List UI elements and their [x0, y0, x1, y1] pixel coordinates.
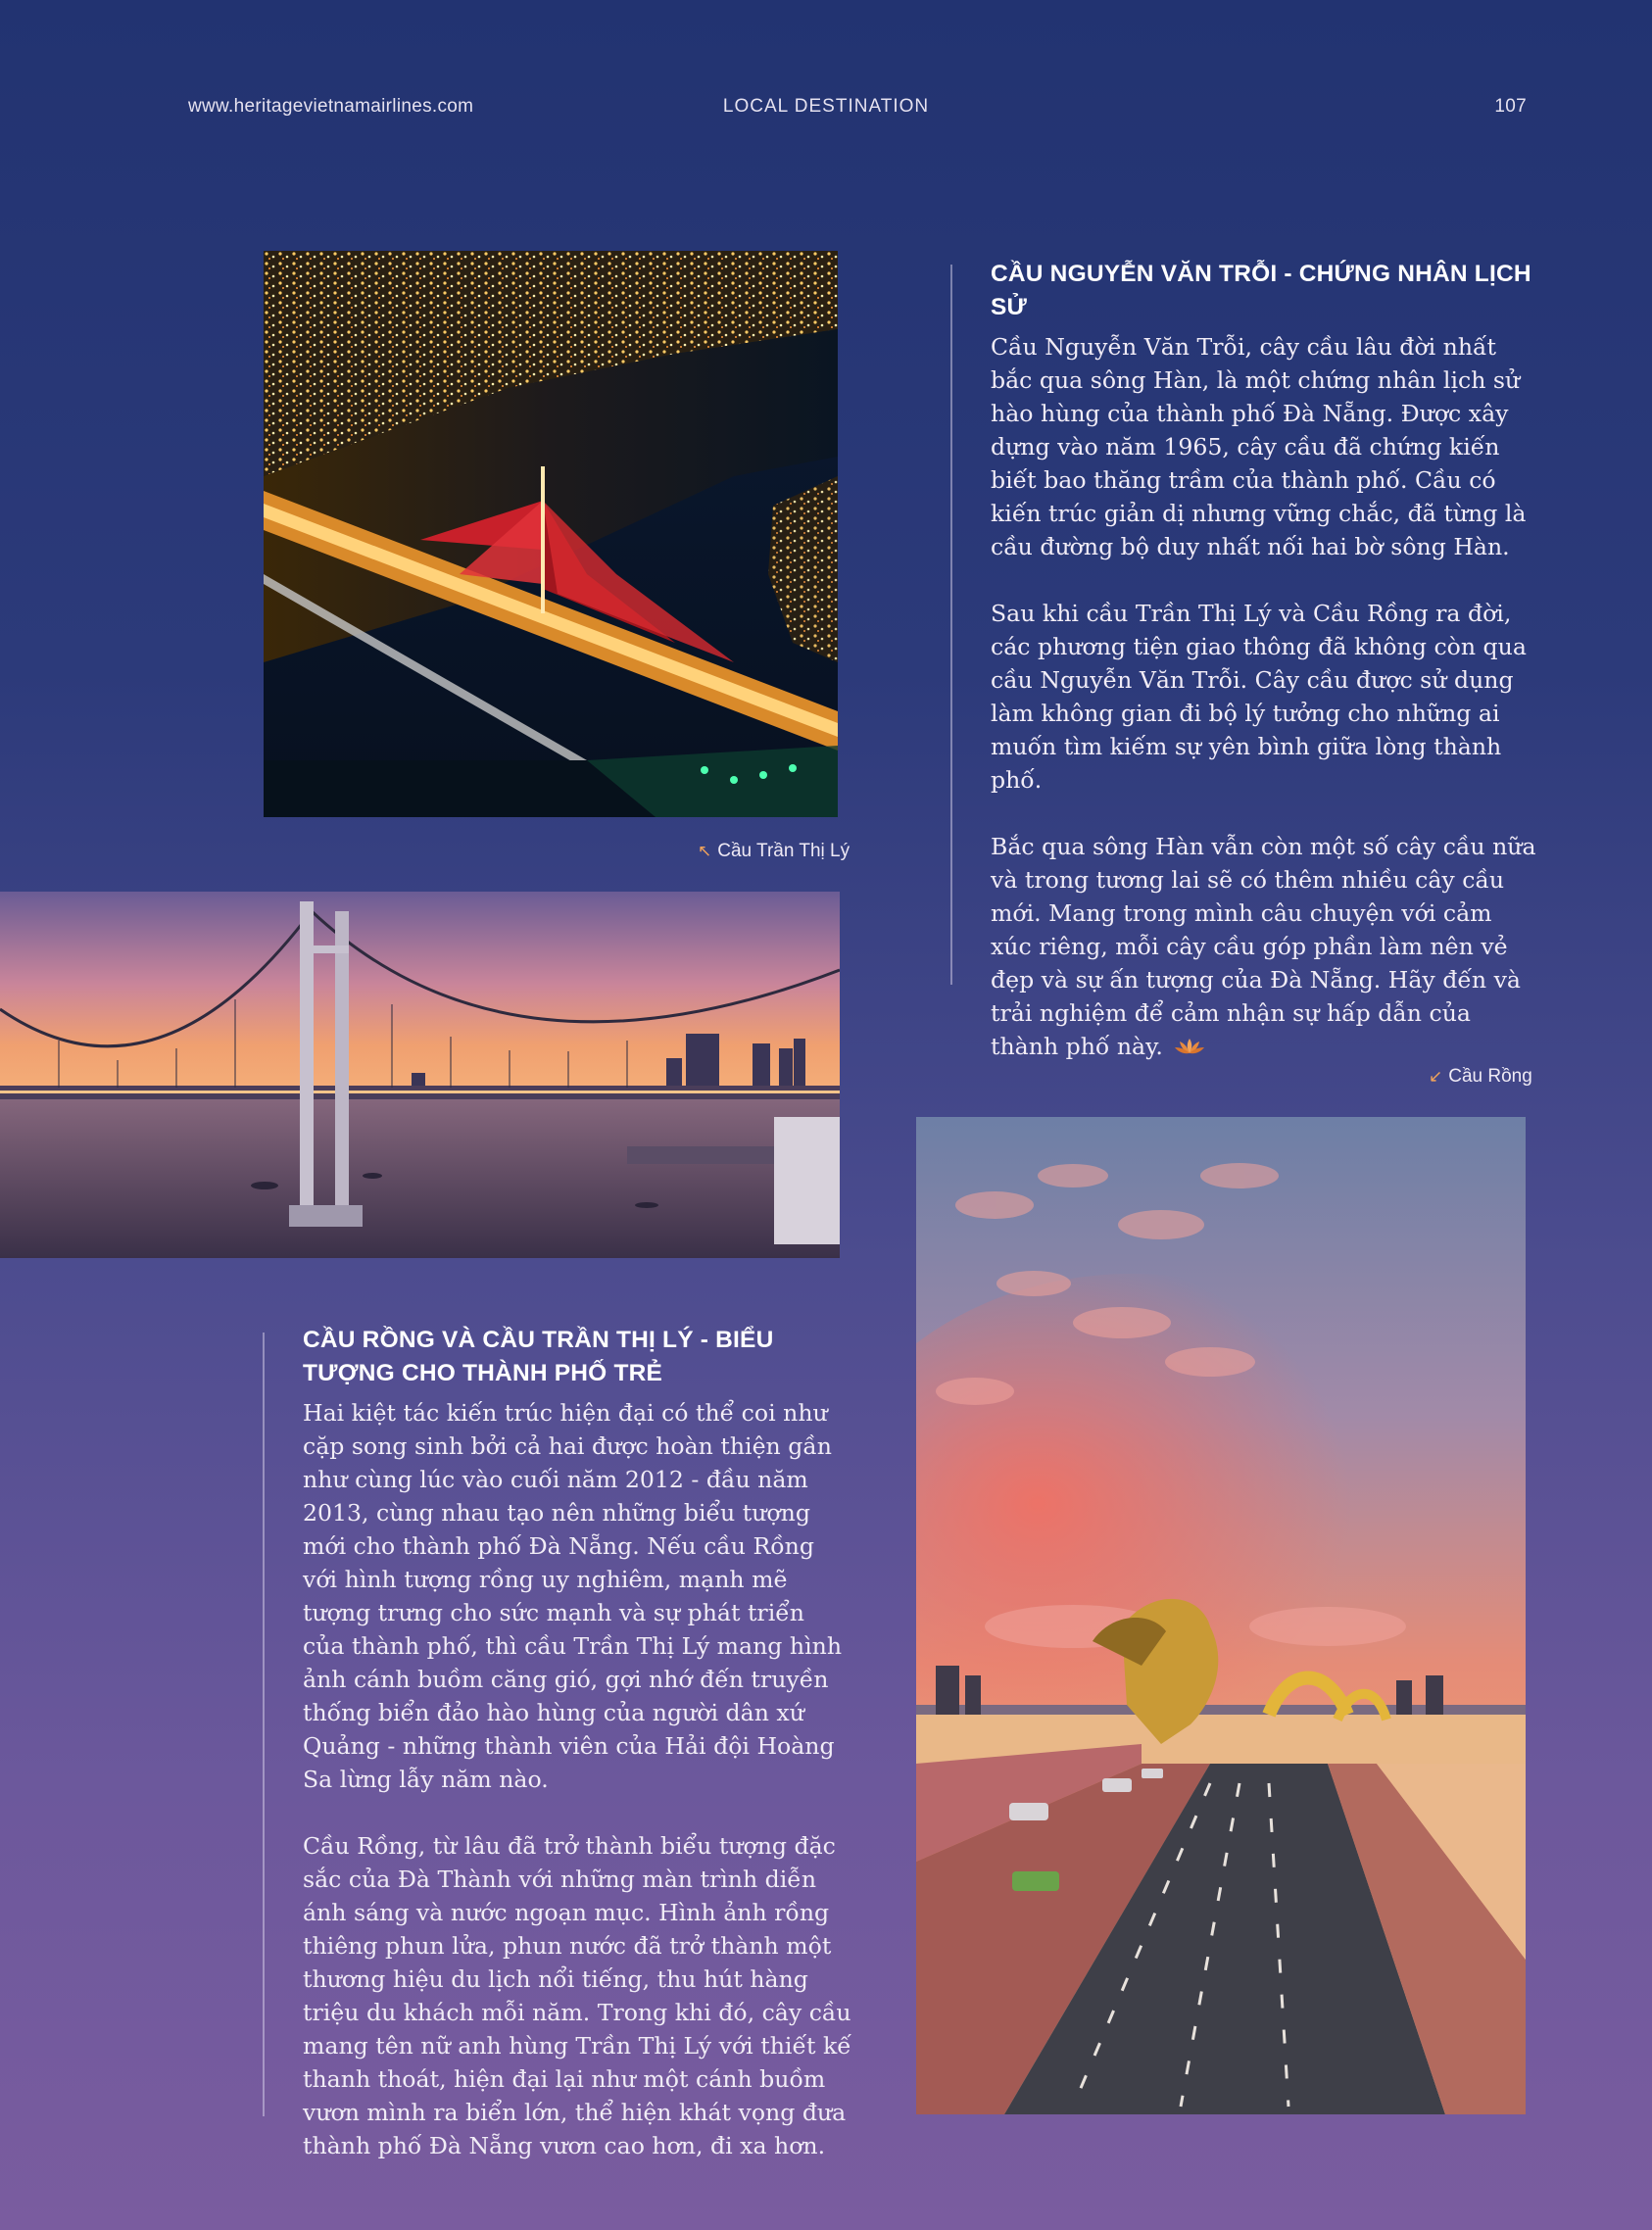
- page-number: 107: [1494, 96, 1527, 117]
- section-title: LOCAL DESTINATION: [722, 96, 930, 117]
- article-2-paragraph-2: Cầu Rồng, từ lâu đã trở thành biểu tượng đặc sắc của Đà Thành với những màn trình diễn ánh sáng và nước ngoạn mục. Hình ảnh rồng thiêng phun lửa, phun nước đã trở thành một thương hiệu du lịch nổi tiếng, thu hút hàng triệu du khách mỗi năm. Trong khi đó, cây cầu mang tên nữ anh hùng Trần Thị Lý với thiết kế thanh thoát, hiện đại lại như một cánh buồm vươn mình ra biển lớn, thể hiện khát vọng đưa thành phố Đà Nẵng vươn cao hơn, đi xa hơn.: [303, 1832, 851, 2159]
- photo-tran-thi-ly-bridge: [264, 251, 838, 817]
- arrow-up-left-icon: ↖: [698, 842, 712, 860]
- photo-dragon-bridge: [916, 1117, 1526, 2114]
- caption-cau-rong: [1429, 1066, 1532, 1088]
- article-1-paragraph-2: Sau khi cầu Trần Thị Lý và Cầu Rồng ra đời, các phương tiện giao thông đã không còn qua cầu Nguyễn Văn Trỗi. Cây cầu được sử dụng làm không gian đi bộ lý tưởng cho những ai muốn tìm kiếm sự yên bình giữa lòng thành phố.: [991, 600, 1527, 794]
- article-2-title: CẦU RỒNG VÀ CẦU TRẦN THỊ LÝ - BIỂU TƯỢNG CHO THÀNH PHỐ TRẺ: [303, 1327, 774, 1386]
- arrow-down-left-icon: ↙: [1429, 1067, 1443, 1086]
- photo-nguyen-van-troi-bridge: [0, 892, 840, 1258]
- article-2-paragraph-1: Hai kiệt tác kiến trúc hiện đại có thể coi như cặp song sinh bởi cả hai được hoàn thiện gần như cùng lúc vào cuối năm 2012 - đầu năm 2013, cùng nhau tạo nên những biểu tượng mới cho thành phố Đà Nẵng. Nếu cầu Rồng với hình tượng rồng uy nghiêm, mạnh mẽ tượng trưng cho sức mạnh và sự phát triển của thành phố, thì cầu Trần Thị Lý mang hình ảnh cánh buồm căng gió, gợi nhớ đến truyền thống biển đảo hào hùng của người dân xứ Quảng - những thành viên của Hải đội Hoàng Sa lừng lẫy năm nào.: [303, 1399, 843, 1793]
- article-nguyen-van-troi: [991, 258, 1539, 1063]
- article-cau-rong-tran-thi-ly: [303, 1324, 851, 2162]
- website-url: www.heritagevietnamairlines.com: [188, 96, 474, 117]
- lotus-icon: [1173, 1037, 1206, 1056]
- article-2-rule: [263, 1333, 265, 2116]
- article-1-title: CẦU NGUYỄN VĂN TRỖI - CHỨNG NHÂN LỊCH SỬ: [991, 261, 1531, 320]
- article-1-paragraph-3-text: Bắc qua sông Hàn vẫn còn một số cây cầu nữa và trong tương lai sẽ có thêm nhiều cây cầu mới. Mang trong mình câu chuyện với cảm xúc riêng, mỗi cây cầu góp phần làm nên vẻ đẹp và sự ấn tượng của Đà Nẵng. Hãy đến và trải nghiệm để cảm nhận sự hấp dẫn của thành phố này.: [991, 833, 1536, 1060]
- caption-tran-thi-ly: [698, 841, 850, 862]
- caption-text: Cầu Rồng: [1448, 1066, 1532, 1087]
- article-1-paragraph-3: [991, 830, 1539, 1063]
- article-1-paragraph-1: Cầu Nguyễn Văn Trỗi, cây cầu lâu đời nhất bắc qua sông Hàn, là một chứng nhân lịch sử hào hùng của thành phố Đà Nẵng. Được xây dựng vào năm 1965, cây cầu đã chứng kiến biết bao thăng trầm của thành phố. Cầu có kiến trúc giản dị nhưng vững chắc, đã từng là cầu đường bộ duy nhất nối hai bờ sông Hàn.: [991, 333, 1527, 560]
- article-1-rule: [950, 265, 952, 985]
- caption-text: Cầu Trần Thị Lý: [717, 841, 850, 861]
